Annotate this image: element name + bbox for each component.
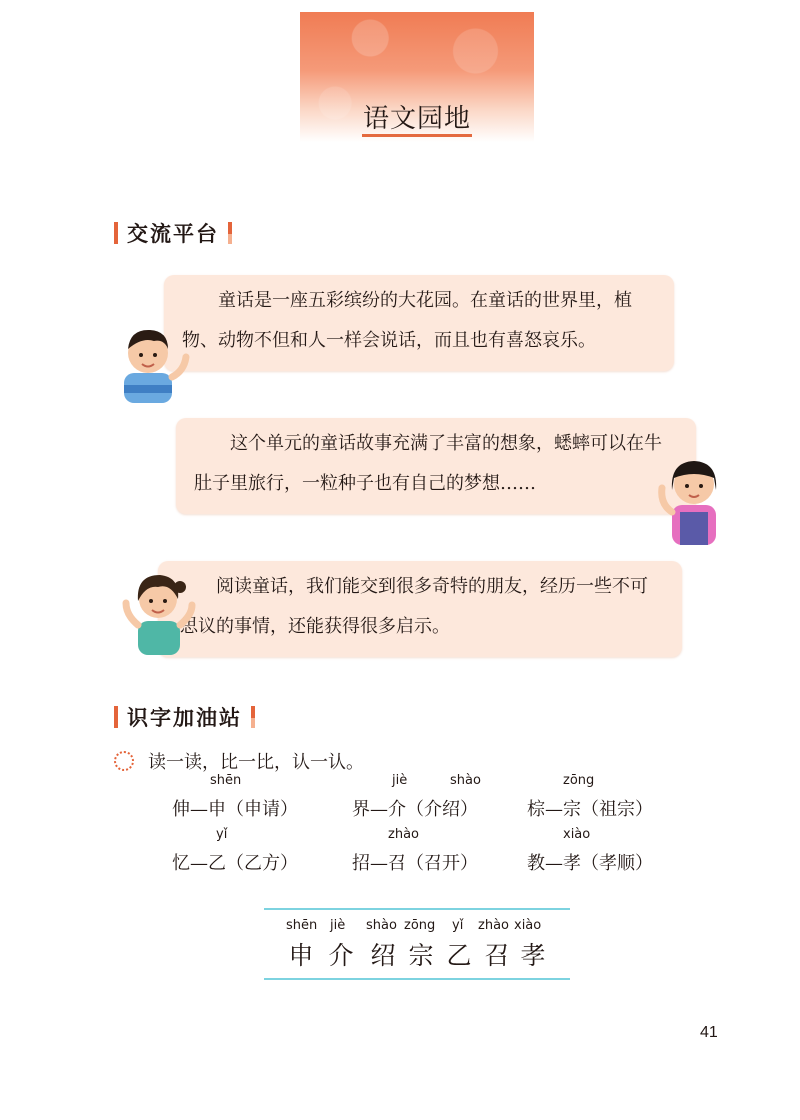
char-row-2: [172, 827, 653, 875]
section-heading-exchange: [114, 218, 232, 248]
summary-pinyin: xiào: [514, 918, 542, 933]
char-pair-text: 忆—乙（乙方）: [172, 853, 298, 874]
circle-bullet-icon: [114, 751, 134, 771]
bubble-text-3: 阅读童话，我们能交到很多奇特的朋友，经历一些不可思议的事情，还能获得很多启示。: [180, 576, 648, 637]
pinyin-label: zōng: [563, 773, 595, 788]
section-heading-literacy: [114, 702, 255, 732]
title-banner: [300, 12, 534, 142]
page-number: 41: [700, 1024, 718, 1041]
char-pair-text: 教—孝（孝顺）: [527, 853, 653, 874]
char-pair: [527, 827, 653, 875]
speech-bubble-3: [158, 561, 682, 657]
pinyin-label: xiào: [563, 827, 591, 842]
summary-char: 孝: [520, 941, 546, 970]
boy-avatar-icon: [110, 315, 200, 403]
section-heading-label: 交流平台: [127, 222, 219, 246]
heading-bar-right: [228, 222, 232, 244]
section-heading-label: 识字加油站: [127, 706, 242, 730]
char-pair-text: 伸—申（申请）: [172, 799, 298, 820]
char-pair: [172, 827, 298, 875]
char-pair-text: 招—召（召开）: [352, 853, 478, 874]
summary-char: 申: [288, 941, 314, 970]
pinyin-label: yǐ: [216, 827, 228, 842]
summary-pinyin: zhào: [478, 918, 509, 933]
summary-char: 乙: [446, 941, 472, 970]
pinyin-label: jiè: [392, 773, 408, 788]
instruction-line: [114, 748, 364, 774]
speech-bubble-2: [176, 418, 696, 514]
girl-ponytail-avatar-icon: [118, 565, 202, 655]
summary-char: 介: [328, 941, 354, 970]
char-pair: [352, 827, 478, 875]
girl-avatar-icon: [652, 450, 738, 545]
summary-char: 绍: [370, 941, 396, 970]
char-pair-text: 棕—宗（祖宗）: [527, 799, 653, 820]
heading-bar-right: [251, 706, 255, 728]
pinyin-label: zhào: [388, 827, 419, 842]
bubble-text-1: 童话是一座五彩缤纷的大花园。在童话的世界里，植物、动物不但和人一样会说话，而且也有喜怒哀乐。: [182, 290, 632, 351]
pinyin-label: shào: [450, 773, 481, 788]
char-pair: [527, 773, 653, 821]
instruction-text: 读一读，比一比，认一认。: [148, 752, 364, 773]
summary-pinyin: shēn: [286, 918, 318, 933]
page-title: 语文园地: [362, 104, 471, 134]
char-row-1: [172, 773, 653, 821]
heading-bar-left: [114, 706, 118, 728]
summary-char: 召: [484, 941, 510, 970]
summary-char: 宗: [408, 941, 434, 970]
speech-bubble-1: [164, 275, 674, 371]
heading-bar-left: [114, 222, 118, 244]
summary-pinyin: yǐ: [452, 918, 464, 933]
char-pair: [352, 773, 481, 821]
title-underline: [362, 134, 472, 137]
char-pair: [172, 773, 298, 821]
summary-pinyin: shào: [366, 918, 397, 933]
char-pair-text: 界—介（介绍）: [352, 799, 478, 820]
summary-characters-box: [264, 908, 570, 980]
summary-pinyin: zōng: [404, 918, 436, 933]
pinyin-label: shēn: [210, 773, 242, 788]
summary-pinyin: jiè: [330, 918, 346, 933]
bubble-text-2: 这个单元的童话故事充满了丰富的想象，蟋蟀可以在牛肚子里旅行，一粒种子也有自己的梦想……: [194, 433, 662, 494]
